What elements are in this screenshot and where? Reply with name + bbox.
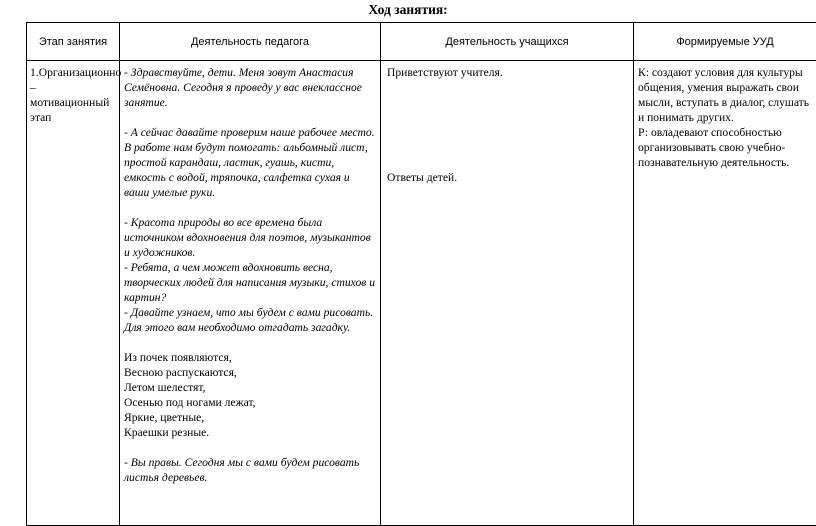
student-greet: Приветствуют учителя. [387,65,629,80]
teacher-check-workplace: - А сейчас давайте проверим наше рабочее место. [124,125,376,140]
teacher-spring-question: - Ребята, а чем может вдохновить весна, творческих людей для написания музыки, стихов и картин? [124,260,376,305]
stage-cell [27,61,120,526]
riddle-line: Краешки резные. [124,425,376,440]
stage-name: 1.Организационно – мотивационный этап [30,65,116,125]
table-row [27,61,816,526]
teacher-activity-cell [120,61,381,526]
riddle-line: Осенью под ногами лежат, [124,395,376,410]
uud-communicative: К: создают условия для культуры общения, умения выражать свои мысли, вступать в диалог, слушать и понимать других. [638,65,812,125]
page-title: Ход занятия: [0,2,816,18]
header-stage: Этап занятия [27,23,120,61]
riddle-line: Летом шелестят, [124,380,376,395]
teacher-topic: - Вы правы. Сегодня мы с вами будем рисовать листья деревьев. [124,455,376,485]
teacher-greeting: - Здравствуйте, дети. Меня зовут Анастасия Семёновна. Сегодня я проведу у вас внеклассное занятие. [124,65,376,110]
riddle-line: Из почек появляются, [124,350,376,365]
header-teacher-activity: Деятельность педагога [120,23,381,61]
lesson-table [26,22,816,526]
uud-regulatory: Р: овладевают способностью организовывать свою учебно-познавательную деятельность. [638,125,812,170]
riddle-line: Яркие, цветные, [124,410,376,425]
teacher-nature-beauty: - Красота природы во все времена была источником вдохновения для поэтов, музыкантов и художников. [124,215,376,260]
student-answers: Ответы детей. [387,170,629,185]
riddle-line: Весною распускаются, [124,365,376,380]
uud-cell [634,61,816,526]
teacher-materials: В работе нам будут помогать: альбомный лист, простой карандаш, ластик, гуашь, кисти, емкость с водой, тряпочка, салфетка сухая и ваши умелые руки. [124,140,376,200]
student-activity-cell [381,61,634,526]
header-uud: Формируемые УУД [634,23,816,61]
table-header-row [27,23,816,61]
teacher-riddle-intro: - Давайте узнаем, что мы будем с вами рисовать. Для этого вам необходимо отгадать загадку. [124,305,376,335]
header-student-activity: Деятельность учащихся [381,23,634,61]
